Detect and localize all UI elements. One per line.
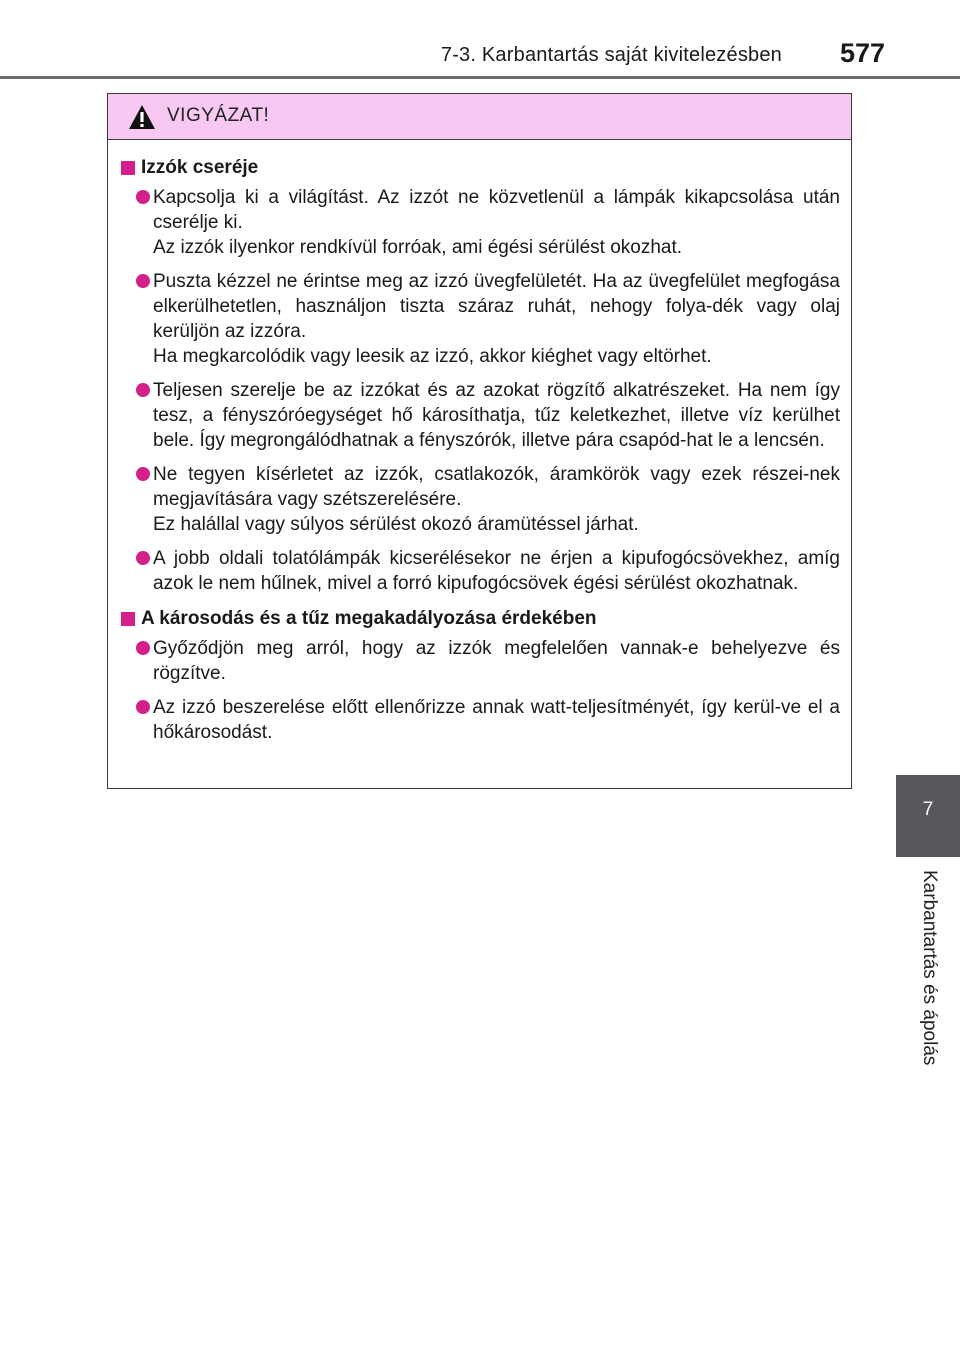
list-item-text: Puszta kézzel ne érintse meg az izzó üvegfelületét. Ha az üvegfelület megfogása elkerülhetetlen, használjon tiszta száraz ruhát, nehogy folya-dék vagy olaj kerüljön az izzóra. [153, 271, 840, 342]
warning-title: VIGYÁZAT! [167, 105, 270, 126]
list-item [121, 378, 840, 453]
circle-bullet-icon [136, 551, 150, 565]
section-heading-text: A károsodás és a tűz megakadályozása érdekében [141, 608, 597, 629]
list-item [121, 546, 840, 596]
section-heading-text: Izzók cseréje [141, 157, 259, 178]
list-item [121, 695, 840, 745]
circle-bullet-icon [136, 467, 150, 481]
chapter-number: 7 [922, 799, 934, 820]
header-divider [0, 76, 960, 79]
chapter-title: Karbantartás és ápolás [919, 870, 940, 1066]
section-title: 7-3. Karbantartás saját kivitelezésben [440, 44, 782, 66]
circle-bullet-icon [136, 700, 150, 714]
list-item [121, 636, 840, 686]
circle-bullet-icon [136, 190, 150, 204]
list-item-text: Az izzó beszerelése előtt ellenőrizze annak watt-teljesítményét, így kerül-ve el a hőkárosodást. [153, 697, 840, 743]
list-item-text: Kapcsolja ki a világítást. Az izzót ne közvetlenül a lámpák kikapcsolása után cserélje ki. [153, 187, 840, 233]
chapter-tab[interactable] [896, 775, 960, 857]
list-item [121, 185, 840, 260]
section-heading [121, 605, 840, 633]
warning-box-body [108, 140, 851, 745]
square-bullet-icon [121, 612, 135, 626]
circle-bullet-icon [136, 383, 150, 397]
list-item-text: Ne tegyen kísérletet az izzók, csatlakozók, áramkörök vagy ezek részei-nek megjavítására vagy szétszerelésére. [153, 464, 840, 510]
list-item-note: Ez halállal vagy súlyos sérülést okozó áramütéssel járhat. [153, 514, 639, 535]
list-item-note: Az izzók ilyenkor rendkívül forróak, ami égési sérülést okozhat. [153, 237, 683, 258]
list-item-text: A jobb oldali tolatólámpák kicserélésekor ne érjen a kipufogócsövekhez, amíg azok le nem hűlnek, mivel a forró kipufogócsövek égési sérülést okozhatnak. [153, 548, 840, 594]
warning-box-header [108, 94, 851, 140]
warning-box [107, 93, 852, 789]
warning-icon [128, 104, 156, 130]
list-item [121, 462, 840, 537]
list-item [121, 269, 840, 369]
list-item-note: Ha megkarcolódik vagy leesik az izzó, akkor kiéghet vagy eltörhet. [153, 346, 712, 367]
circle-bullet-icon [136, 274, 150, 288]
square-bullet-icon [121, 161, 135, 175]
page-number: 577 [839, 38, 885, 68]
section-heading [121, 154, 840, 182]
chapter-label [896, 870, 960, 1080]
list-item-text: Győződjön meg arról, hogy az izzók megfelelően vannak-e behelyezve és rögzítve. [153, 638, 840, 684]
list-item-text: Teljesen szerelje be az izzókat és az azokat rögzítő alkatrészeket. Ha nem így tesz, a fényszóróegységet hő károsíthatja, tűz keletkezhet, illetve víz kerülhet bele. Így megrongálódhatnak a fényszórók, illetve pára csapód-hat le a lencsén. [153, 380, 840, 451]
page-header [0, 0, 960, 80]
circle-bullet-icon [136, 641, 150, 655]
